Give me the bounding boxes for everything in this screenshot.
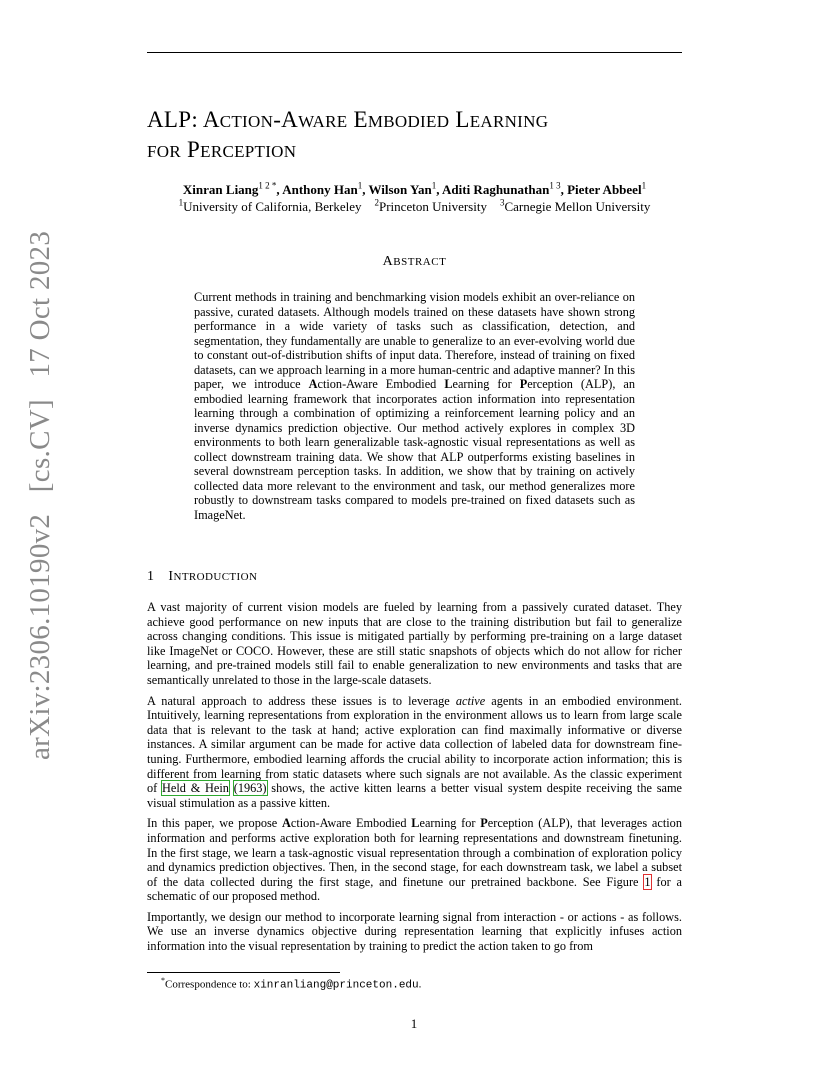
- citation-link[interactable]: Held & Hein: [162, 781, 229, 796]
- footnote: *Correspondence to: xinranliang@princeton.edu.: [161, 976, 422, 992]
- affiliation-name: Carnegie Mellon University: [504, 199, 651, 214]
- affiliation-name: Princeton University: [379, 199, 487, 214]
- arxiv-category: [cs.CV]: [24, 399, 56, 493]
- affiliation-list: [147, 198, 682, 215]
- author-affiliation-mark: 1: [641, 180, 647, 191]
- author-name: Anthony Han: [282, 182, 358, 197]
- introduction-body: [147, 600, 682, 960]
- footnote-rule: [147, 972, 340, 973]
- section-heading-introduction: 1 INTRODUCTION: [147, 569, 258, 584]
- author-list: Xinran Liang$^{1 2 *}$, Anthony Han$^1$, Wilson Yan$^1$, Aditi Raghunathan$^{1 3}$, Pieter Abbeel$^1$: [182, 180, 647, 197]
- author-block: [147, 181, 682, 215]
- paragraph: A vast majority of current vision models are fueled by learning from a passively curated dataset. They achieve good performance on new inputs that are close to the training distribution but fail to generalize across changing conditions. This issue is mitigated partially by performing pre-training on a large dataset like ImageNet or COCO. However, these are still static snapshots of objects which do not allow for richer learning, and pre-trained models still fail to enable generalization to new environments and tasks that are semantically unrelated to those in the large-scale datasets.: [147, 600, 682, 687]
- author-name: Xinran Liang: [182, 182, 259, 197]
- affiliation-mark: 2: [374, 197, 379, 208]
- arxiv-date: 17 Oct 2023: [24, 230, 56, 378]
- arxiv-id[interactable]: arXiv:2306.10190v2: [24, 513, 56, 760]
- paragraph: Importantly, we design our method to incorporate learning signal from interaction - or actions - as follows. We use an inverse dynamics objective during representation learning that explicitly infuses action information into the visual representation by training to predict the action taken to go from: [147, 909, 682, 954]
- author-affiliation-mark: 1: [431, 180, 437, 191]
- abstract-text: Current methods in training and benchmarking vision models exhibit an over-reliance on passive, curated datasets. Although models trained on these datasets have shown strong performance in a wide variety of tasks such as classification, detection, and segmentation, they fundamentally are unable to generalize to an ever-evolving world due to constant out-of-distribution shifts of input data. Therefore, instead of training on fixed datasets, can we approach learning in a more human-centric and adaptive manner? In this paper, we introduce Action-Aware Embodied Learning for Perception (ALP), an embodied learning framework that incorporates action information into representation learning through a combination of optimizing a reinforcement learning policy and an inverse dynamics prediction objective. Our method actively explores in complex 3D environments to both learn generalizable task-agnostic visual representations as well as collect downstream training data. We show that ALP outperforms existing baselines in several downstream perception tasks. In addition, we show that by training on actively collected data more relevant to the environment and task, our method generalizes more robustly to downstream tasks compared to models pre-trained on fixed datasets such as ImageNet.: [194, 290, 635, 522]
- email-link[interactable]: xinranliang@princeton.edu: [253, 979, 419, 992]
- affiliation-mark: 3: [499, 197, 505, 208]
- top-rule: [147, 52, 682, 53]
- author-name: Pieter Abbeel: [567, 182, 642, 197]
- author-affiliation-mark: 1: [357, 180, 363, 191]
- author-affiliation-mark: 1 2 *: [258, 180, 277, 191]
- paragraph: In this paper, we propose Action-Aware Embodied Learning for Perception (ALP), that leverages action information and performs active exploration both for learning representations and downstream finetuning. In the first stage, we learn a task-agnostic visual representation through a combination of exploration policy and dynamics prediction objectives. Then, in the second stage, for each downstream task, we label a subset of the data collected during the first stage, and finetune our pretrained backbone. See Figure 1 for a schematic of our proposed method.: [147, 816, 682, 904]
- figure-reference-link[interactable]: 1: [644, 874, 651, 889]
- citation-year-link[interactable]: (1963): [233, 781, 267, 796]
- page-number: 1: [410, 1016, 418, 1031]
- paragraph: A natural approach to address these issues is to leverage active agents in an embodied environment. Intuitively, learning representations from exploration in the environment allows us to learn from large scale data that is relevant to the task at hand; active exploration can find maximally informative or diverse instances. A similar argument can be made for active data collection of labeled data for downstream fine-tuning. Furthermore, embodied learning affords the crucial ability to incorporate action information; this is different from learning from static datasets where such signals are not available. As the classic experiment of Held & Hein (1963) shows, the active kitten learns a better visual system despite receiving the same visual stimulation as a passive kitten.: [147, 693, 682, 810]
- author-affiliation-mark: 1 3: [549, 180, 561, 191]
- abstract-heading: ABSTRACT: [382, 254, 447, 269]
- arxiv-identifier: [24, 217, 57, 760]
- author-name: Wilson Yan: [368, 182, 432, 197]
- affiliation-name: University of California, Berkeley: [183, 199, 362, 214]
- paper-title: ALP: ACTION-AWARE EMBODIED LEARNING FOR PERCEPTION: [147, 107, 549, 162]
- author-name: Aditi Raghunathan: [442, 182, 550, 197]
- affiliation-mark: 1: [178, 197, 184, 208]
